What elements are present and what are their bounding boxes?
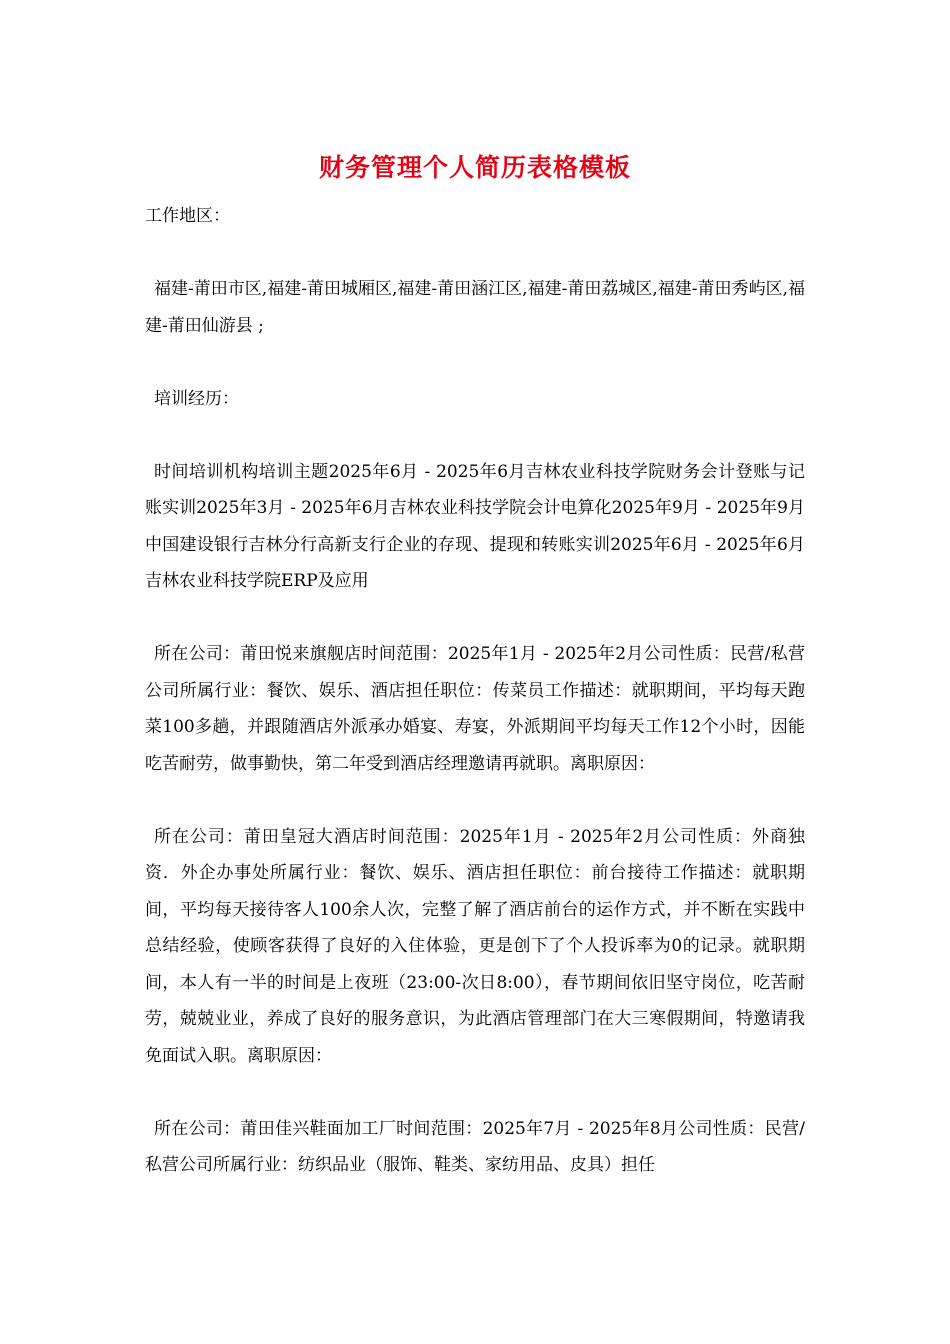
experience-entry: 所在公司：莆田悦来旗舰店时间范围：2025年1月 - 2025年2月公司性质：民营/私营公司所属行业：餐饮、娱乐、酒店担任职位：传菜员工作描述：就职期间，平均每天跑菜100多趟，并跟随酒店外派承办婚宴、寿宴，外派期间平均每天工作12个小时，因能吃苦耐劳，做事勤快，第二年受到酒店经理邀请再就职。离职原因： — [145, 644, 805, 774]
training-details: 时间培训机构培训主题2025年6月 - 2025年6月吉林农业科技学院财务会计登账与记账实训2025年3月 - 2025年6月吉林农业科技学院会计电算化2025年9月 - 2025年9月中国建设银行吉林分行高新支行企业的存现、提现和转账实训2025年6月 - 2025年6月吉林农业科技学院ERP及应用 — [145, 461, 805, 591]
experience-entry: 所在公司：莆田皇冠大酒店时间范围：2025年1月 - 2025年2月公司性质：外商独资．外企办事处所属行业：餐饮、娱乐、酒店担任职位：前台接待工作描述：就职期间，平均每天接待客人100余人次，完整了解了酒店前台的运作方式，并不断在实践中总结经验，使顾客获得了良好的入住体验，更是创下了个人投诉率为0的记录。就职期间，本人有一半的时间是上夜班（23:00-次日8:00），春节期间依旧坚守岗位，吃苦耐劳，兢兢业业，养成了良好的服务意识，为此酒店管理部门在大三寒假期间，特邀请我免面试入职。离职原因： — [145, 826, 805, 1066]
work-region-list: 福建-莆田市区,福建-莆田城厢区,福建-莆田涵江区,福建-莆田荔城区,福建-莆田秀屿区,福建-莆田仙游县 ; — [145, 279, 805, 336]
experience-entry: 所在公司：莆田佳兴鞋面加工厂时间范围：2025年7月 - 2025年8月公司性质：民营/私营公司所属行业：纺织品业（服饰、鞋类、家纺用品、皮具）担任 — [145, 1118, 805, 1175]
document-body — [145, 198, 805, 1184]
document-title: 财务管理个人简历表格模板 — [318, 153, 631, 182]
work-region-label: 工作地区： — [145, 206, 230, 226]
training-label: 培训经历： — [154, 388, 239, 409]
